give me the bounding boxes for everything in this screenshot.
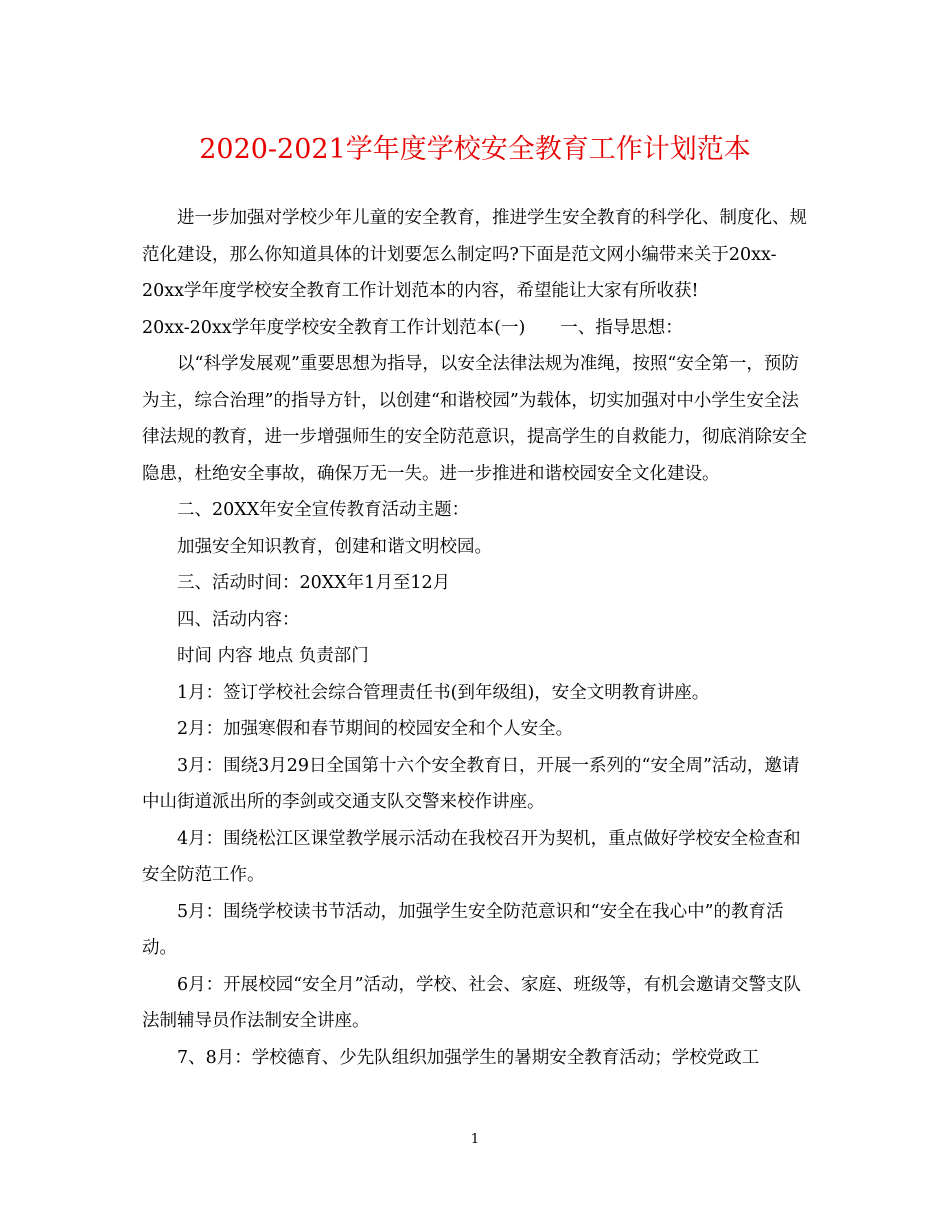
paragraph-theme: 加强安全知识教育，创建和谐文明校园。 <box>177 536 492 557</box>
paragraph-activity-time: 三、活动时间：20XX年1月至12月 <box>177 573 451 593</box>
paragraph-june: 6月：开展校园“安全月”活动，学校、社会、家庭、班级等，有机会邀请交警支队法制辅导员作法制安全讲座。 <box>142 974 802 1031</box>
document-body <box>142 200 810 1076</box>
paragraph-march: 3月：围绕3月29日全国第十六个安全教育日，开展一系列的“安全周”活动，邀请中山街道派出所的李剑或交通支队交警来校作讲座。 <box>142 755 800 812</box>
paragraph-july-august: 7、8月：学校德育、少先队组织加强学生的暑期安全教育活动；学校党政工 <box>177 1047 760 1068</box>
paragraph-theme-heading: 二、20XX年安全宣传教育活动主题： <box>177 500 470 520</box>
paragraph-april: 4月：围绕松江区课堂教学展示活动在我校召开为契机，重点做好学校安全检查和安全防范工作。 <box>142 828 801 885</box>
paragraph-february: 2月：加强寒假和春节期间的校园安全和个人安全。 <box>177 719 574 739</box>
paragraph-table-header: 时间 内容 地点 负责部门 <box>177 646 369 666</box>
paragraph-may: 5月：围绕学校读书节活动，加强学生安全防范意识和“安全在我心中”的教育活动。 <box>142 901 784 958</box>
document-title: 2020-2021学年度学校安全教育工作计划范本 <box>199 134 751 165</box>
paragraph-guiding-ideology: 以“科学发展观”重要思想为指导，以安全法律法规为准绳，按照“安全第一，预防为主，综合治理”的指导方针，以创建“和谐校园”为载体，切实加强对中小学生安全法律法规的教育，进一步增强师生的安全防范意识，提高学生的自救能力，彻底消除安全隐患，杜绝安全事故，确保万无一失。进一步推进和谐校园安全文化建设。 <box>142 354 807 484</box>
paragraph-plan-heading: 20xx-20xx学年度学校安全教育工作计划范本(一) 一、指导思想： <box>142 317 683 338</box>
paragraph-january: 1月：签订学校社会综合管理责任书(到年级组)，安全文明教育讲座。 <box>177 682 710 703</box>
page-number: 1 <box>470 1132 480 1147</box>
paragraph-activity-content-heading: 四、活动内容： <box>177 609 300 630</box>
paragraph-intro: 进一步加强对学校少年儿童的安全教育，推进学生安全教育的科学化、制度化、规范化建设，那么你知道具体的计划要怎么制定吗?下面是范文网小编带来关于20xx-20xx学年度学校安全教育工作计划范本的内容，希望能让大家有所收获! <box>142 208 807 301</box>
